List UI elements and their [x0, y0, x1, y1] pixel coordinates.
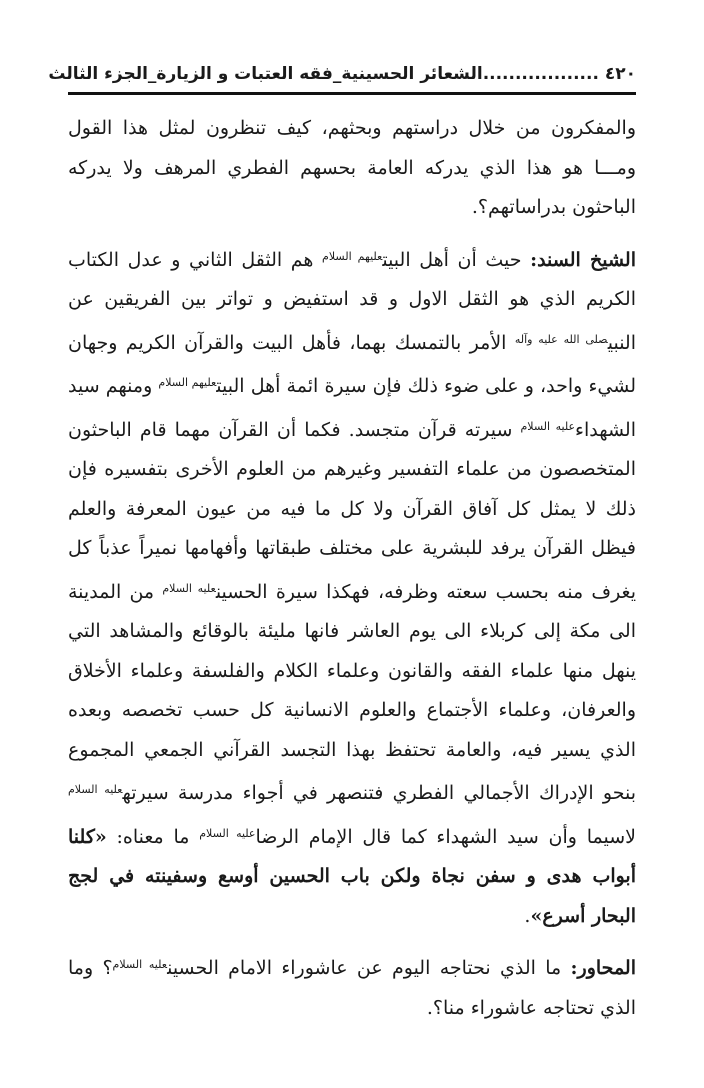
- honorific-imam-1: عليه السلام: [520, 419, 576, 433]
- speaker-al-sanad: الشيخ السند:: [530, 248, 636, 271]
- answer-text-5: سيرته قرآن متجسد. فكما أن القرآن مهما قام الباحثون المتخصصون من علماء التفسير وغيرهم من العلوم الأخرى بتفسيره فإن ذلك لا يمثل كل آفاق القرآن ولا كل ما فيه من عيون المعرفة والعلم فيظل القرآن يرفد للبشرية على مختلف طبقاتها وأفهامها نميراً عذباً كل يغرف منه بحسب سعته وظرفه، فهكذا سيرة الحسين: [68, 418, 637, 603]
- honorific-imam-2: عليه السلام: [162, 581, 216, 595]
- paragraph-question-2: [68, 945, 636, 1028]
- speaker-interviewer: المحاور:: [570, 957, 637, 979]
- header-rule: [68, 92, 636, 95]
- running-header: [48, 60, 636, 88]
- honorific-ahl-al-bayt-1: عليهم السلام: [322, 249, 383, 263]
- answer-text-1: حيث أن أهل البيت: [382, 248, 531, 271]
- honorific-prophet: صلى الله عليه وآله: [514, 332, 608, 346]
- honorific-imam-3: عليه السلام: [68, 783, 123, 796]
- paragraph-question-1: [68, 109, 636, 228]
- answer-text-3: الأمر بالتمسك بهما، فأهل البيت والقرآن الكريم وجهان لشيء واحد، و على ضوء ذلك فإن سيرة ائمة أهل البيت: [68, 331, 637, 397]
- book-page: [48, 60, 637, 1028]
- paragraph-answer: [68, 237, 636, 937]
- answer-end: .: [524, 904, 531, 927]
- honorific-imam-5: عليه السلام: [112, 958, 168, 971]
- answer-text-4: ومنهم سيد الشهداء: [68, 375, 636, 441]
- page-body: [68, 109, 636, 1028]
- question-2-text-2: ؟ وما الذي تحتاجه عاشوراء منا؟.: [68, 957, 636, 1019]
- answer-text-8: ما معناه:: [106, 825, 200, 848]
- header-dots: ..................: [482, 64, 599, 84]
- honorific-imam-4: عليه السلام: [199, 826, 256, 840]
- answer-text-7: لاسيما وأن سيد الشهداء كما قال الإمام الرضا: [255, 825, 636, 848]
- header-text: [483, 60, 636, 88]
- question-1-text: والمفكرون من خلال دراستهم وبحثهم، كيف تنظرون لمثل هذا القول ومـــا هو هذا الذي يدركه العامة بحسهم الفطري المرهف ولا يدركه الباحثون بدراساتهم؟.: [68, 117, 636, 218]
- question-2-text-1: ما الذي نحتاجه اليوم عن عاشوراء الامام الحسين: [167, 957, 571, 979]
- answer-text-2: هم الثقل الثاني و عدل الكتاب الكريم الذي هو الثقل الاول و قد استفيض و تواتر بين الفريقين عن النبي: [68, 248, 637, 354]
- answer-text-6: من المدينة الى مكة إلى كربلاء الى يوم العاشر فانها مليئة بالوقائع والمشاهد التي ينهل منها علماء الفقه والقانون وعلماء الكلام والفلسفة وعلماء الأخلاق والعرفان، وعلماء الأجتماع والعلوم الانسانية كل حسب تخصصه وبعده الذي يسير فيه، والعامة تحتفظ بهذا التجسد القرآني الجمعي المجموع بنحو الإدراك الأجمالي الفطري فتنصهر في أجواء مدرسة سيرته: [68, 580, 636, 804]
- honorific-ahl-al-bayt-2: عليهم السلام: [158, 376, 217, 389]
- page-number: ٤٢٠: [604, 64, 636, 84]
- hadith-quote: «كلنا أبواب هدى و سفن نجاة ولكن باب الحسين أوسع وسفينته في لجج البحار أسرع»: [68, 825, 636, 927]
- running-title: الشعائر الحسينية_فقه العتبات و الزيارة_الجزء الثالث: [48, 64, 483, 84]
